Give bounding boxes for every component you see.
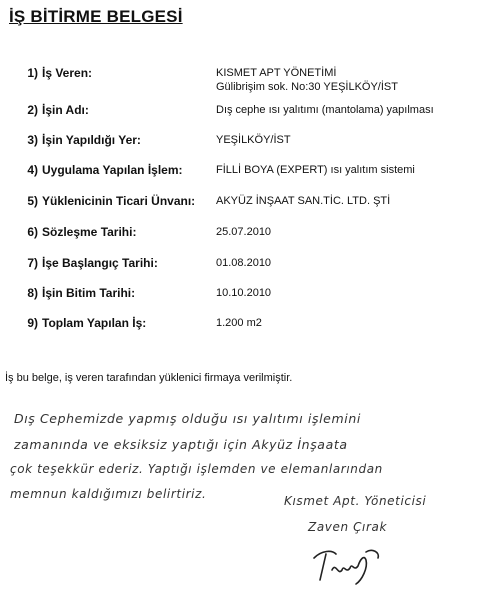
field-label: İş Veren:	[42, 66, 93, 80]
field-row-process	[0, 163, 480, 181]
document-title: İŞ BİTİRME BELGESİ	[9, 7, 183, 26]
handwritten-line-2: zamanında ve eksiksiz yaptığı için Akyüz İnşaata	[14, 437, 348, 452]
field-row-contractor	[0, 194, 480, 212]
field-label: İşe Başlangıç Tarihi:	[42, 256, 158, 270]
handwritten-signer-name: Zaven Çırak	[308, 520, 388, 534]
certificate-note: İş bu belge, iş veren tarafından yüklenici firmaya verilmiştir.	[5, 372, 293, 384]
field-value: 01.08.2010	[216, 257, 272, 269]
handwritten-line-4: memnun kaldığımızı belirtiriz.	[10, 487, 207, 501]
field-value: AKYÜZ İNŞAAT SAN.TİC. LTD. ŞTİ	[216, 195, 391, 207]
field-value: Dış cephe ısı yalıtımı (mantolama) yapılması	[216, 104, 434, 116]
handwritten-line-3: çok teşekkür ederiz. Yaptığı işlemden ve elemanlarından	[10, 462, 383, 476]
field-row-location	[0, 133, 480, 151]
field-value: 25.07.2010	[216, 226, 272, 238]
field-row-work-name	[0, 103, 480, 121]
field-label: İşin Adı:	[42, 103, 89, 117]
field-label: İşin Bitim Tarihi:	[42, 286, 136, 300]
field-number: 9)	[27, 316, 38, 330]
field-value: 1.200 m2	[216, 317, 262, 329]
field-row-end-date	[0, 286, 480, 304]
field-label: Toplam Yapılan İş:	[42, 316, 147, 330]
field-label: Sözleşme Tarihi:	[42, 225, 137, 239]
field-number: 8)	[27, 286, 38, 300]
field-value: YEŞİLKÖY/İST	[216, 134, 291, 146]
field-number: 4)	[27, 163, 38, 177]
field-number: 5)	[27, 194, 38, 208]
field-number: 6)	[27, 225, 38, 239]
handwritten-signer-org: Kısmet Apt. Yöneticisi	[284, 494, 427, 508]
field-number: 3)	[27, 133, 38, 147]
field-number: 7)	[27, 256, 38, 270]
field-value: KISMET APT YÖNETİMİ	[216, 67, 337, 79]
field-number: 1)	[27, 66, 38, 80]
field-value: FİLLİ BOYA (EXPERT) ısı yalıtım sistemi	[216, 164, 415, 176]
signature-scribble	[308, 540, 398, 590]
field-row-start-date	[0, 256, 480, 274]
field-row-contract-date	[0, 225, 480, 243]
field-row-total-work	[0, 316, 480, 334]
field-label: Uygulama Yapılan İşlem:	[42, 163, 183, 177]
field-row-employer	[0, 66, 480, 93]
handwritten-line-1: Dış Cephemizde yapmış olduğu ısı yalıtımı işlemini	[14, 411, 361, 426]
field-label: Yüklenicinin Ticari Ünvanı:	[42, 194, 196, 208]
field-label: İşin Yapıldığı Yer:	[42, 133, 141, 147]
field-number: 2)	[27, 103, 38, 117]
field-value: 10.10.2010	[216, 287, 272, 299]
field-value-address: Gülibrişim sok. No:30 YEŞİLKÖY/İST	[216, 81, 398, 93]
